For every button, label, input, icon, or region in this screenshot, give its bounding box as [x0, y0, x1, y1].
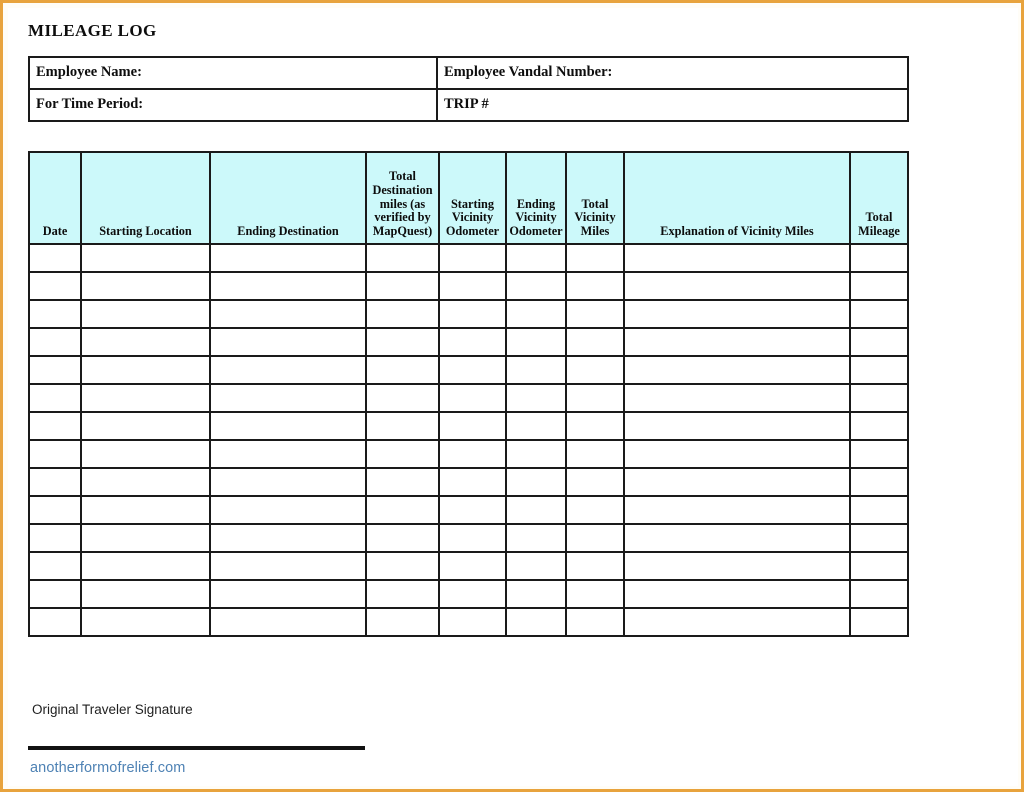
log-cell[interactable] [366, 356, 439, 384]
log-cell[interactable] [850, 608, 908, 636]
log-cell[interactable] [29, 412, 81, 440]
log-cell[interactable] [29, 328, 81, 356]
log-cell[interactable] [29, 608, 81, 636]
log-cell[interactable] [366, 300, 439, 328]
log-cell[interactable] [29, 524, 81, 552]
log-column-header: Ending Destination [210, 152, 366, 244]
log-column-header: Starting Location [81, 152, 210, 244]
log-cell[interactable] [850, 440, 908, 468]
log-cell[interactable] [366, 552, 439, 580]
log-cell[interactable] [29, 468, 81, 496]
log-cell[interactable] [566, 580, 624, 608]
log-cell[interactable] [210, 524, 366, 552]
log-cell[interactable] [850, 328, 908, 356]
log-cell[interactable] [81, 440, 210, 468]
log-cell[interactable] [210, 244, 366, 272]
table-row [29, 468, 908, 496]
log-cell[interactable] [81, 608, 210, 636]
log-cell[interactable] [439, 384, 506, 412]
mileage-log-table [28, 151, 909, 637]
log-cell[interactable] [566, 328, 624, 356]
log-cell[interactable] [566, 272, 624, 300]
table-row [29, 244, 908, 272]
log-cell[interactable] [850, 356, 908, 384]
table-row [29, 412, 908, 440]
log-cell[interactable] [210, 356, 366, 384]
log-cell[interactable] [624, 496, 850, 524]
log-cell[interactable] [439, 552, 506, 580]
log-cell[interactable] [566, 412, 624, 440]
table-row [29, 580, 908, 608]
log-cell[interactable] [29, 356, 81, 384]
site-link[interactable]: anotherformofrelief.com [30, 760, 186, 776]
log-cell[interactable] [210, 440, 366, 468]
table-row [29, 524, 908, 552]
log-cell[interactable] [439, 524, 506, 552]
log-cell[interactable] [366, 244, 439, 272]
log-cell[interactable] [624, 552, 850, 580]
log-cell[interactable] [850, 384, 908, 412]
log-column-header: Total Vicinity Miles [566, 152, 624, 244]
log-cell[interactable] [210, 300, 366, 328]
log-cell[interactable] [850, 580, 908, 608]
log-cell[interactable] [506, 440, 566, 468]
log-cell[interactable] [624, 328, 850, 356]
log-cell[interactable] [566, 496, 624, 524]
log-cell[interactable] [366, 580, 439, 608]
log-cell[interactable] [210, 468, 366, 496]
log-column-header: Date [29, 152, 81, 244]
log-cell[interactable] [850, 468, 908, 496]
log-cell[interactable] [210, 552, 366, 580]
log-cell[interactable] [506, 244, 566, 272]
signature-line [28, 746, 365, 750]
log-cell[interactable] [439, 356, 506, 384]
log-cell[interactable] [506, 300, 566, 328]
log-cell[interactable] [366, 272, 439, 300]
time-period-label: For Time Period: [36, 96, 144, 113]
log-cell[interactable] [566, 384, 624, 412]
log-column-header: Explanation of Vicinity Miles [624, 152, 850, 244]
log-cell[interactable] [366, 412, 439, 440]
log-cell[interactable] [81, 272, 210, 300]
employee-name-cell[interactable] [29, 57, 437, 89]
log-cell[interactable] [210, 328, 366, 356]
log-cell[interactable] [81, 468, 210, 496]
log-cell[interactable] [81, 412, 210, 440]
log-cell[interactable] [439, 244, 506, 272]
log-cell[interactable] [210, 412, 366, 440]
log-cell[interactable] [624, 244, 850, 272]
log-cell[interactable] [439, 468, 506, 496]
log-cell[interactable] [210, 580, 366, 608]
log-cell[interactable] [81, 384, 210, 412]
log-cell[interactable] [506, 552, 566, 580]
log-cell[interactable] [566, 356, 624, 384]
log-cell[interactable] [210, 272, 366, 300]
log-cell[interactable] [506, 608, 566, 636]
page-title: MILEAGE LOG [28, 21, 157, 40]
log-cell[interactable] [439, 580, 506, 608]
log-cell[interactable] [850, 300, 908, 328]
log-cell[interactable] [850, 244, 908, 272]
log-cell[interactable] [439, 412, 506, 440]
table-row [29, 300, 908, 328]
log-cell[interactable] [366, 384, 439, 412]
employee-vandal-number-label: Employee Vandal Number: [444, 64, 613, 81]
log-cell[interactable] [506, 272, 566, 300]
log-cell[interactable] [29, 580, 81, 608]
log-cell[interactable] [439, 608, 506, 636]
log-cell[interactable] [624, 580, 850, 608]
log-cell[interactable] [29, 384, 81, 412]
log-cell[interactable] [366, 608, 439, 636]
log-cell[interactable] [566, 440, 624, 468]
log-cell[interactable] [624, 300, 850, 328]
log-cell[interactable] [624, 468, 850, 496]
log-cell[interactable] [506, 384, 566, 412]
employee-vandal-number-cell[interactable] [437, 57, 908, 89]
log-header-row [29, 152, 908, 244]
log-column-header: Total Destination miles (as verified by MapQuest) [366, 152, 439, 244]
info-row-period [29, 89, 908, 121]
log-cell[interactable] [624, 412, 850, 440]
log-cell[interactable] [81, 300, 210, 328]
log-cell[interactable] [210, 496, 366, 524]
log-cell[interactable] [29, 496, 81, 524]
log-cell[interactable] [566, 608, 624, 636]
log-table-header [29, 152, 908, 244]
log-cell[interactable] [439, 328, 506, 356]
log-cell[interactable] [506, 580, 566, 608]
log-cell[interactable] [81, 580, 210, 608]
log-cell[interactable] [624, 272, 850, 300]
log-column-header: Ending Vicinity Odometer [506, 152, 566, 244]
log-cell[interactable] [81, 328, 210, 356]
log-cell[interactable] [624, 356, 850, 384]
table-row [29, 496, 908, 524]
employee-name-label: Employee Name: [36, 64, 142, 81]
log-cell[interactable] [566, 524, 624, 552]
log-cell[interactable] [850, 524, 908, 552]
table-row [29, 384, 908, 412]
log-cell[interactable] [624, 608, 850, 636]
log-cell[interactable] [439, 300, 506, 328]
log-cell[interactable] [439, 496, 506, 524]
log-cell[interactable] [624, 384, 850, 412]
table-row [29, 608, 908, 636]
log-cell[interactable] [850, 552, 908, 580]
log-cell[interactable] [506, 328, 566, 356]
form-sheet [8, 8, 1018, 786]
trip-number-label: TRIP # [444, 96, 489, 113]
log-cell[interactable] [366, 524, 439, 552]
table-row [29, 356, 908, 384]
info-row-employee [29, 57, 908, 89]
log-cell[interactable] [29, 300, 81, 328]
log-cell[interactable] [566, 300, 624, 328]
log-cell[interactable] [850, 496, 908, 524]
log-cell[interactable] [29, 272, 81, 300]
log-cell[interactable] [439, 272, 506, 300]
table-row [29, 272, 908, 300]
log-cell[interactable] [366, 328, 439, 356]
log-cell[interactable] [29, 552, 81, 580]
log-cell[interactable] [506, 496, 566, 524]
trip-number-cell[interactable] [437, 89, 908, 121]
log-cell[interactable] [850, 272, 908, 300]
signature-label: Original Traveler Signature [32, 702, 193, 717]
log-column-header: Starting Vicinity Odometer [439, 152, 506, 244]
log-cell[interactable] [850, 412, 908, 440]
log-cell[interactable] [624, 524, 850, 552]
table-row [29, 328, 908, 356]
log-cell[interactable] [366, 440, 439, 468]
log-cell[interactable] [439, 440, 506, 468]
log-cell[interactable] [506, 524, 566, 552]
log-cell[interactable] [566, 552, 624, 580]
time-period-cell[interactable] [29, 89, 437, 121]
log-cell[interactable] [81, 244, 210, 272]
log-cell[interactable] [506, 468, 566, 496]
log-column-header: Total Mileage [850, 152, 908, 244]
log-cell[interactable] [210, 384, 366, 412]
log-cell[interactable] [81, 356, 210, 384]
log-cell[interactable] [81, 524, 210, 552]
log-cell[interactable] [366, 496, 439, 524]
log-cell[interactable] [29, 244, 81, 272]
log-cell[interactable] [29, 440, 81, 468]
log-cell[interactable] [566, 244, 624, 272]
table-row [29, 440, 908, 468]
log-cell[interactable] [81, 552, 210, 580]
log-cell[interactable] [506, 412, 566, 440]
log-cell[interactable] [366, 468, 439, 496]
employee-info-table [28, 56, 909, 122]
log-cell[interactable] [210, 608, 366, 636]
log-cell[interactable] [624, 440, 850, 468]
log-table-body [29, 244, 908, 636]
log-cell[interactable] [506, 356, 566, 384]
log-cell[interactable] [81, 496, 210, 524]
table-row [29, 552, 908, 580]
log-cell[interactable] [566, 468, 624, 496]
